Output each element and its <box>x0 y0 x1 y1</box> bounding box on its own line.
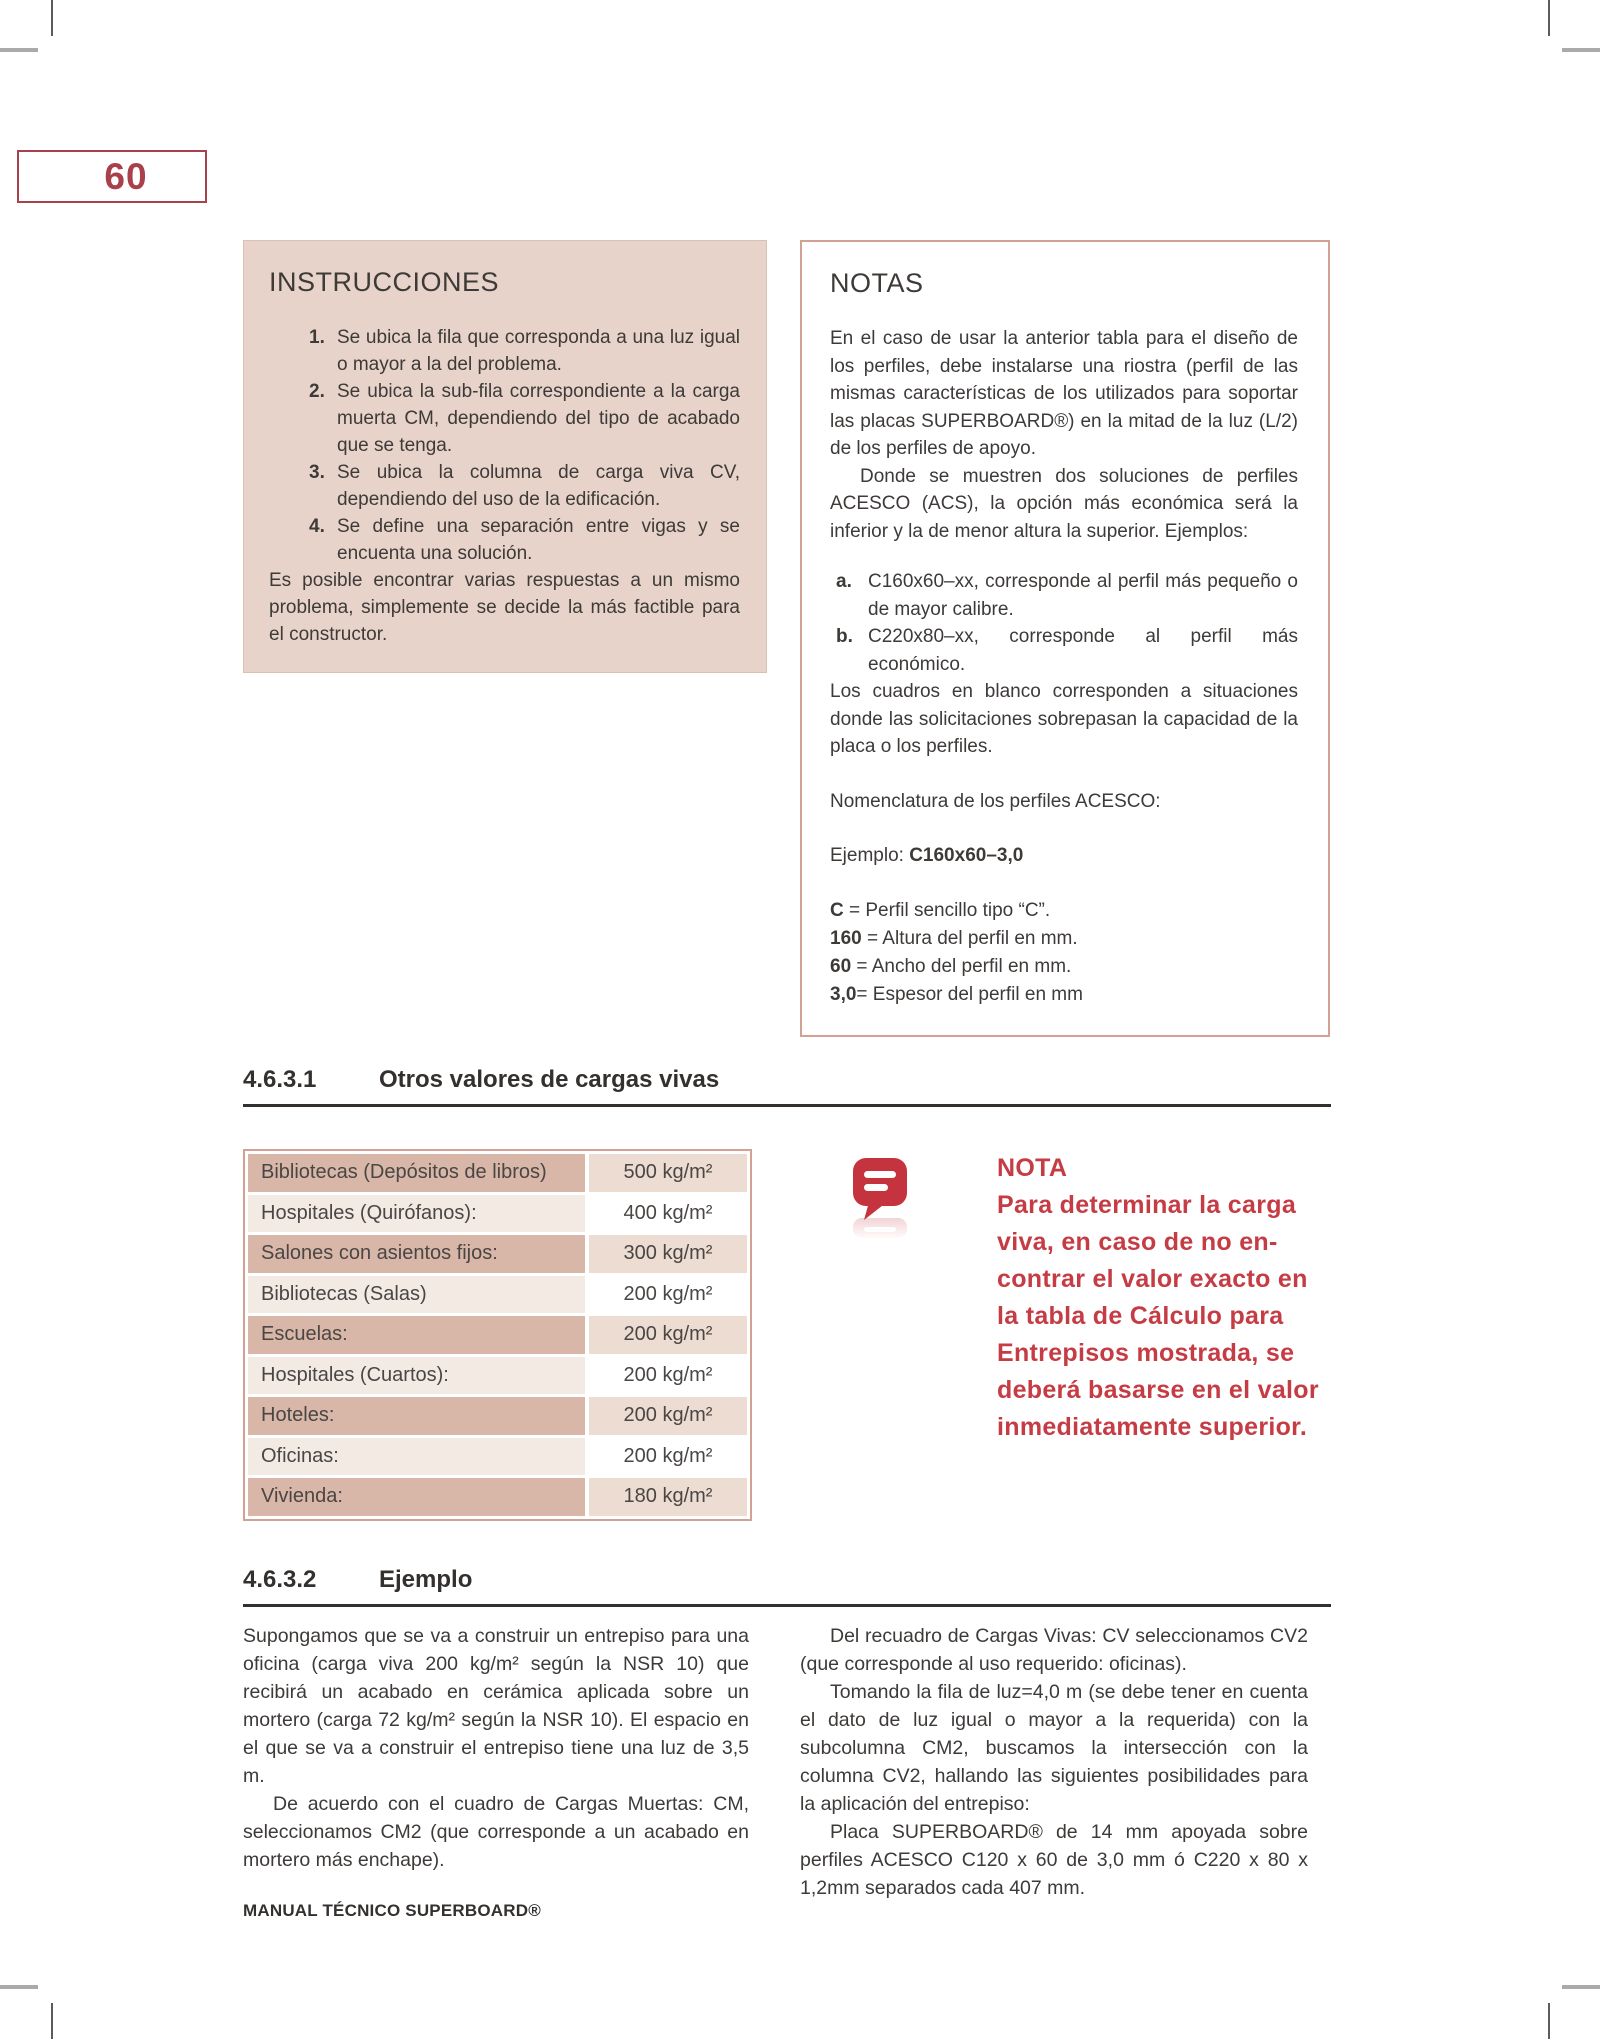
instruction-text: Se ubica la columna de carga viva CV, dependiendo del uso de la edificación. <box>337 462 740 510</box>
instruction-item <box>309 513 740 567</box>
nomenclature-term: C <box>830 899 844 921</box>
notes-paragraph: Los cuadros en blanco corresponden a situaciones donde las solicitaciones sobrepasan la capacidad de la placa o los perfiles. <box>830 681 1298 757</box>
crop-mark <box>1548 2003 1550 2039</box>
notes-paragraph: Nomenclatura de los perfiles ACESCO: <box>830 790 1161 812</box>
instruction-number: 4. <box>309 516 325 537</box>
instruction-text: Se define una separación entre vigas y se encuenta una solución. <box>337 516 740 564</box>
nota-callout <box>997 1150 1342 1446</box>
load-value: 400 kg/m² <box>589 1195 747 1233</box>
footer: MANUAL TÉCNICO SUPERBOARD® <box>243 1901 541 1920</box>
table-row <box>248 1195 747 1233</box>
table-row <box>248 1235 747 1273</box>
instruction-item <box>309 324 740 378</box>
instructions-closing: Es posible encontrar varias respuestas a un mismo problema, simplemente se decide la más factible para el constructor. <box>269 570 740 645</box>
nomenclature-term: 60 <box>830 955 852 977</box>
example-text: C220x80–xx, corresponde al perfil más económico. <box>868 626 1298 675</box>
body-paragraph: Placa SUPERBOARD® de 14 mm apoyada sobre perfiles ACESCO C120 x 60 de 3,0 mm ó C220 x 80 x 1,2mm separados cada 407 mm. <box>800 1821 1308 1899</box>
table-row <box>248 1357 747 1395</box>
notes-paragraph: Donde se muestren dos soluciones de perfiles ACESCO (ACS), la opción más económica será la inferior y la de menor altura la superior. Ejemplos: <box>830 465 1298 542</box>
instruction-number: 3. <box>309 462 325 483</box>
instructions-title: INSTRUCCIONES <box>269 267 500 297</box>
body-paragraph: Del recuadro de Cargas Vivas: CV seleccionamos CV2 (que corresponde al uso requerido: oficinas). <box>800 1625 1308 1675</box>
body-paragraph: Tomando la fila de luz=4,0 m (se debe tener en cuenta el dato de luz igual o mayor a la requerida) con la subcolumna CM2, buscamos la intersección con la columna CV2, hallando las siguientes posibilidades para la aplicación del entrepiso: <box>800 1681 1308 1815</box>
load-use-label: Bibliotecas (Depósitos de libros) <box>248 1154 585 1192</box>
nomenclature-term: 3,0 <box>830 983 857 1005</box>
nota-line: deberá basarse en el valor <box>997 1376 1319 1404</box>
crop-mark <box>0 48 38 52</box>
crop-mark <box>0 1985 38 1989</box>
table-row <box>248 1478 747 1516</box>
page-number: 60 <box>104 155 148 197</box>
speech-bubble-icon <box>851 1156 909 1240</box>
crop-mark <box>51 0 53 36</box>
load-use-label: Vivienda: <box>248 1478 585 1516</box>
nomenclature-line <box>830 897 1298 925</box>
load-value: 200 kg/m² <box>589 1316 747 1354</box>
nomenclature-description: = Perfil sencillo tipo “C”. <box>843 899 1051 921</box>
instruction-number: 1. <box>309 327 325 348</box>
nota-line: contrar el valor exacto en <box>997 1265 1308 1293</box>
section-number: 4.6.3.2 <box>243 1566 317 1593</box>
instruction-text: Se ubica la sub-fila correspondiente a la carga muerta CM, dependiendo del tipo de acabado que se tenga. <box>337 381 740 456</box>
example-profile-code: C160x60–3,0 <box>909 845 1024 866</box>
example-text-right-column <box>800 1622 1308 1902</box>
body-paragraph: De acuerdo con el cuadro de Cargas Muertas: CM, seleccionamos CM2 (que corresponde a un acabado en mortero más enchape). <box>243 1793 749 1871</box>
instruction-text: Se ubica la fila que corresponda a una luz igual o mayor a la del problema. <box>337 327 740 375</box>
page-number-box <box>17 150 207 203</box>
nota-line: Entrepisos mostrada, se <box>997 1339 1295 1367</box>
notes-paragraph: En el caso de usar la anterior tabla para el diseño de los perfiles, debe instalarse una riostra (perfil de las mismas características de los utilizados para soportar las placas SUPERBOARD®) en la mitad de la luz (L/2) de los perfiles de apoyo. <box>830 328 1298 459</box>
notes-title: NOTAS <box>830 268 924 298</box>
nota-line: Para determinar la carga <box>997 1191 1297 1219</box>
instructions-box <box>243 240 767 673</box>
nota-line: inmediatamente superior. <box>997 1413 1308 1441</box>
load-use-label: Salones con asientos fijos: <box>248 1235 585 1273</box>
example-text-left-column <box>243 1622 749 1874</box>
nomenclature-line <box>830 953 1298 981</box>
crop-mark <box>51 2003 53 2039</box>
load-value: 200 kg/m² <box>589 1357 747 1395</box>
notes-example-item <box>836 568 1298 623</box>
table-row <box>248 1397 747 1435</box>
nomenclature-description: = Espesor del perfil en mm <box>856 983 1083 1005</box>
crop-mark <box>1562 48 1600 52</box>
table-row <box>248 1276 747 1314</box>
nomenclature-line <box>830 925 1298 953</box>
table-row <box>248 1438 747 1476</box>
crop-mark <box>1548 0 1550 36</box>
nomenclature-line <box>830 981 1298 1009</box>
load-use-label: Hospitales (Cuartos): <box>248 1357 585 1395</box>
example-label: Ejemplo: <box>830 845 910 866</box>
nota-line: viva, en caso de no en- <box>997 1228 1278 1256</box>
nota-line: la tabla de Cálculo para <box>997 1302 1284 1330</box>
nomenclature-description: = Ancho del perfil en mm. <box>851 955 1072 977</box>
load-value: 500 kg/m² <box>589 1154 747 1192</box>
section-number: 4.6.3.1 <box>243 1066 317 1093</box>
load-value: 200 kg/m² <box>589 1397 747 1435</box>
example-letter: a. <box>836 571 852 592</box>
instruction-item <box>309 378 740 459</box>
nota-title: NOTA <box>997 1154 1068 1182</box>
crop-mark <box>1562 1985 1600 1989</box>
notes-example-line <box>830 842 1298 870</box>
notes-box <box>800 240 1330 1037</box>
load-use-label: Escuelas: <box>248 1316 585 1354</box>
load-value: 200 kg/m² <box>589 1276 747 1314</box>
notes-example-item <box>836 623 1298 678</box>
body-paragraph: Supongamos que se va a construir un entrepiso para una oficina (carga viva 200 kg/m² según la NSR 10) que recibirá un acabado en cerámica aplicada sobre un mortero (carga 72 kg/m² según la NSR 10). El espacio en el que se va a construir el entrepiso tiene una luz de 3,5 m. <box>243 1625 749 1787</box>
example-text: C160x60–xx, corresponde al perfil más pequeño o de mayor calibre. <box>868 571 1298 620</box>
load-use-label: Hoteles: <box>248 1397 585 1435</box>
section-heading-4-6-3-1 <box>243 1066 1331 1107</box>
load-use-label: Oficinas: <box>248 1438 585 1476</box>
instruction-item <box>309 459 740 513</box>
speech-bubble-reflection <box>851 1214 909 1240</box>
section-title: Ejemplo <box>379 1566 473 1593</box>
example-letter: b. <box>836 626 853 647</box>
nomenclature-description: = Altura del perfil en mm. <box>861 927 1078 949</box>
load-value: 180 kg/m² <box>589 1478 747 1516</box>
nomenclature-term: 160 <box>830 927 862 949</box>
load-value: 200 kg/m² <box>589 1438 747 1476</box>
section-heading-4-6-3-2 <box>243 1566 1331 1607</box>
section-title: Otros valores de cargas vivas <box>379 1066 720 1093</box>
instruction-number: 2. <box>309 381 325 402</box>
table-row <box>248 1154 747 1192</box>
load-use-label: Bibliotecas (Salas) <box>248 1276 585 1314</box>
table-row <box>248 1316 747 1354</box>
load-use-label: Hospitales (Quirófanos): <box>248 1195 585 1233</box>
live-loads-table <box>243 1149 752 1521</box>
load-value: 300 kg/m² <box>589 1235 747 1273</box>
